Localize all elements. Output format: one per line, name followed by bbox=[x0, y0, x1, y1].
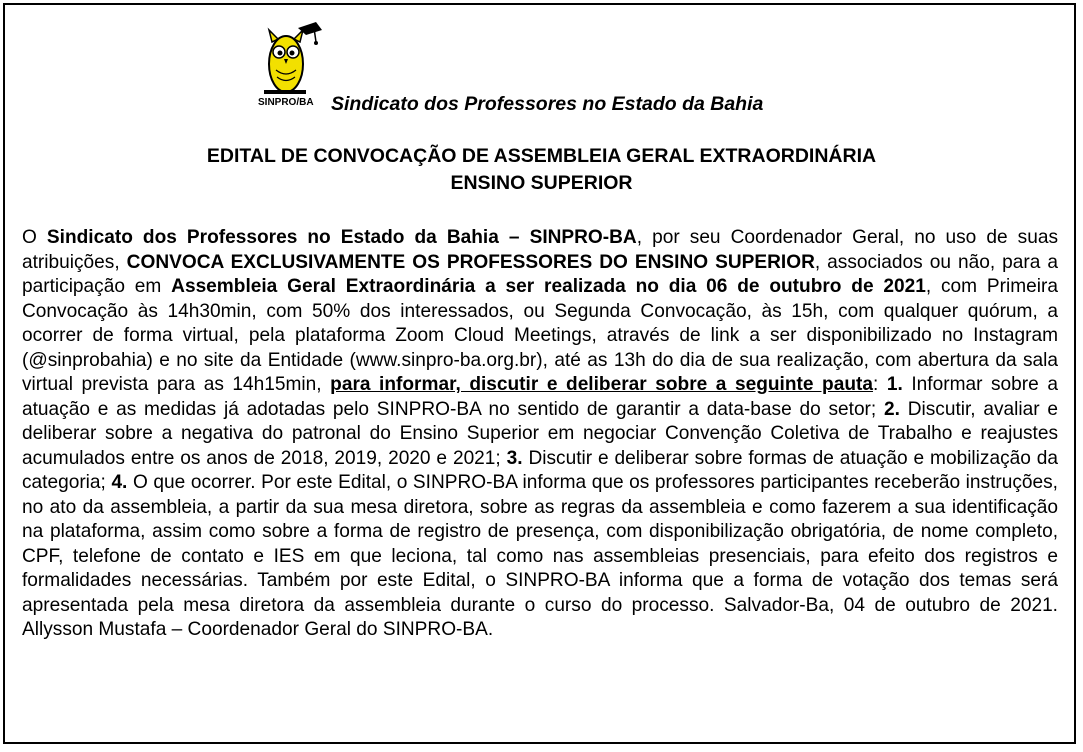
agenda-item-number: 4. bbox=[111, 472, 128, 493]
text-segment: O bbox=[22, 227, 47, 248]
agenda-heading: para informar, discutir e deliberar sobre a seguinte pauta bbox=[330, 374, 873, 395]
header bbox=[256, 22, 876, 117]
convocation-statement: CONVOCA EXCLUSIVAMENTE OS PROFESSORES DO ENSINO SUPERIOR bbox=[126, 251, 815, 273]
notice-body bbox=[22, 226, 1058, 643]
agenda-item-text: Discutir e deliberar sobre formas de atuação e mobilização da categoria; bbox=[22, 447, 1058, 493]
organization-name: Sindicato dos Professores no Estado da Bahia bbox=[331, 93, 764, 115]
agenda-item-text: Informar sobre a atuação e as medidas já adotadas pelo SINPRO-BA no sentido de garantir a data-base do setor; bbox=[22, 374, 1058, 420]
text-segment: , por seu Coordenador Geral, no uso de suas atribuições, bbox=[22, 227, 1058, 273]
text-segment: , associados ou não, para a participação em bbox=[22, 251, 1059, 297]
org-full-name: Sindicato dos Professores no Estado da Bahia – SINPRO-BA bbox=[46, 227, 637, 248]
text-segment: , com Primeira Convocação às 14h30min, com 50% dos interessados, ou Segunda Convocação, às 15h, com qualquer quórum, a ocorrer de forma virtual, pela plataforma Zoom Cloud Meetings, através de link a ser disponibilizado no Instagram (@sinprobahia) e no site da Entidade (www.sinpro-ba.org.br), até as 13h do dia de sua realização, com abertura da sala virtual prevista para as 14h15min, bbox=[22, 276, 1058, 395]
logo-wordmark: SINPRO/BA bbox=[258, 97, 314, 108]
agenda-item-text: O que ocorrer. Por este Edital, o SINPRO-BA informa que os professores participantes receberão instruções, no ato da assembleia, a partir da sua mesa diretora, sobre as regras da assembleia e como fazerem a sua identificação na plataforma, assim como sobre a forma de registro de presença, com disponibilização obrigatória, de nome completo, CPF, telefone de contato e IES em que leciona, tal como nas assembleias presenciais, para efeito dos registros e formalidades necessárias. Também por este Edital, o SINPRO-BA informa que a forma de votação dos temas será apresentada pela mesa diretora da assembleia durante o curso do processo. Salvador-Ba, 04 de outubro de 2021. Allysson Mustafa – Coordenador Geral do SINPRO-BA. bbox=[22, 472, 1058, 640]
agenda-item-number: 3. bbox=[506, 447, 523, 469]
assembly-date: Assembleia Geral Extraordinária a ser realizada no dia 06 de outubro de 2021 bbox=[171, 276, 926, 297]
document-title: EDITAL DE CONVOCAÇÃO DE ASSEMBLEIA GERAL EXTRAORDINÁRIA bbox=[206, 145, 877, 167]
agenda-item-number: 2. bbox=[884, 398, 900, 420]
document-subtitle: ENSINO SUPERIOR bbox=[450, 172, 633, 194]
text-segment: : bbox=[872, 374, 887, 395]
owl-logo-icon bbox=[256, 22, 326, 117]
agenda-item-number: 1. bbox=[886, 374, 903, 395]
agenda-item-text: Discutir, avaliar e deliberar sobre a negativa do patronal do Ensino Superior em negociar Convenção Coletiva de Trabalho e reajustes acumulados entre os anos de 2018, 2019, 2020 e 2021; bbox=[22, 398, 1059, 469]
